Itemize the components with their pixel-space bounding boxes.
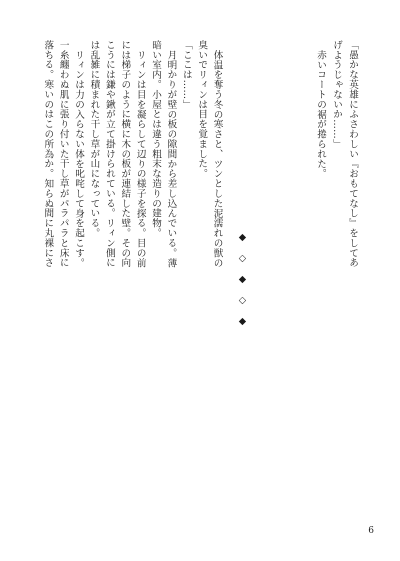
text-line: 赤いコートの裾が捲られた。: [315, 49, 326, 179]
text-line: 落ちる。寒いのはこの所為か。知らぬ間に丸裸にさ: [42, 40, 54, 268]
text-line: は乱雑に積まれた干し草が山になっている。: [88, 40, 100, 238]
text-line: 「愚かな英雄にふさわしい『おもてなし』をしてあ: [347, 40, 358, 268]
text-line: リィンは目を凝らして辺りの様子を探る。目の前: [134, 49, 146, 268]
text-line: 「ここは……」: [180, 40, 192, 110]
page-number: 6: [368, 526, 374, 536]
scene-separator: ◆◇◆◇◆: [237, 231, 248, 337]
text-line: こうには鎌や鍬が立て掛けられている。リィン側に: [103, 40, 115, 268]
text-line: 月明かりが壁の板の隙間から差し込んでいる。薄: [165, 49, 177, 268]
text-line: 体温を奪う冬の寒さと、ツンとした泥濡れの獣の: [211, 49, 223, 268]
text-line: げようじゃないか……」: [331, 40, 342, 149]
text-line: リィンは力の入らない体を叱咤して身を起こす。: [73, 49, 85, 268]
text-block-right: [260, 40, 360, 520]
text-line: 臭いでリィンは目を覚ました。: [196, 40, 208, 179]
text-line: には梯子のように横に木の板が連結した壁。その向: [119, 40, 131, 268]
text-line: 暗い室内。小屋とは違う粗末な造りの建物。: [150, 40, 162, 238]
text-block-left: [40, 40, 250, 520]
text-line: 一糸纏わぬ肌に張り付いた干し草がパラパラと床に: [57, 40, 69, 268]
